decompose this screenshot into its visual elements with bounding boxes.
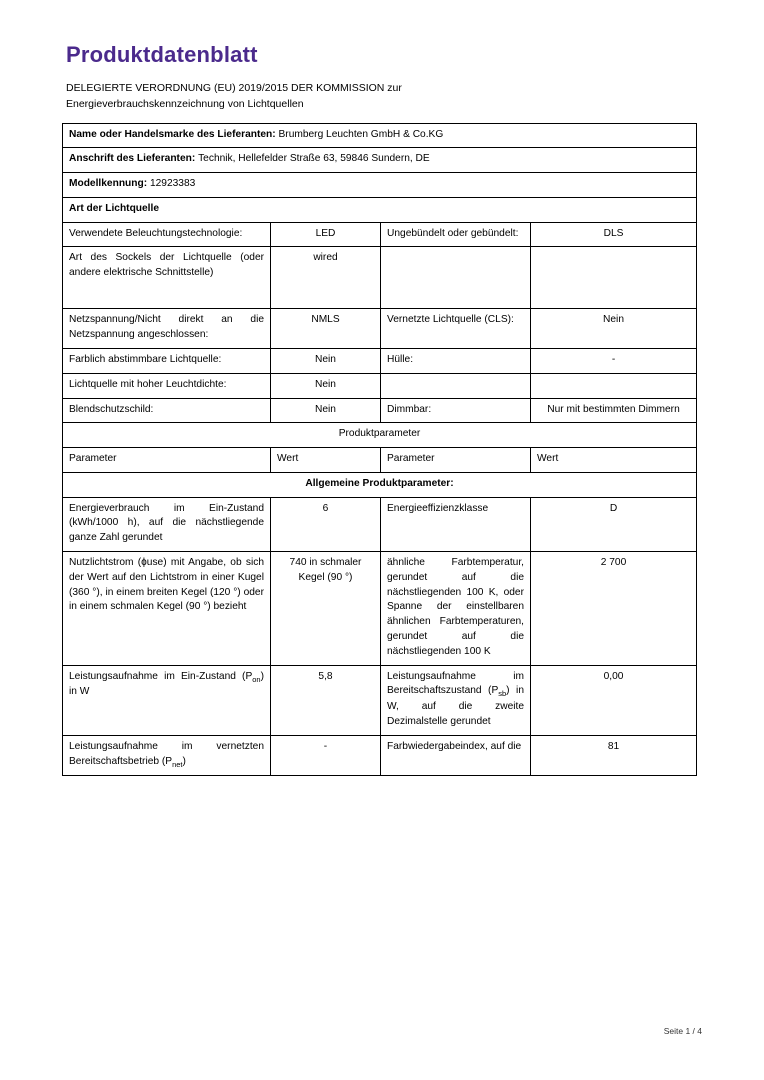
cell-value: 6 <box>271 497 381 551</box>
cell-label: ähnliche Farbtemperatur, gerundet auf die nächstliegenden 100 K, oder Spanne der einstellbaren ähnlichen Farbtemperaturen, gerundet auf die nächstliegenden 100 K <box>381 552 531 665</box>
cell-label: Ungebündelt oder gebündelt: <box>381 222 531 247</box>
cell-value: - <box>271 735 381 776</box>
cell-label <box>381 373 531 398</box>
model-cell <box>63 173 697 198</box>
cell-value: Nein <box>271 373 381 398</box>
supplier-name-cell <box>63 123 697 148</box>
page-footer: Seite 1 / 4 <box>663 1026 702 1036</box>
subtitle-line-1: DELEGIERTE VERORDNUNG (EU) 2019/2015 DER KOMMISSION zur <box>66 82 402 94</box>
table-row-supplier-name <box>63 123 697 148</box>
cell-value <box>531 373 697 398</box>
cell-value: Nur mit bestimmten Dimmern <box>531 398 697 423</box>
supplier-address-value: Technik, Hellefelder Straße 63, 59846 Sundern, DE <box>198 153 430 165</box>
cell-value: 2 700 <box>531 552 697 665</box>
table-row-section-product-parameters <box>63 423 697 448</box>
cell-value: Nein <box>531 309 697 349</box>
section-product-parameters: Produktparameter <box>63 423 697 448</box>
cell-label: Dimmbar: <box>381 398 531 423</box>
table-row <box>63 398 697 423</box>
model-value: 12923383 <box>149 178 196 190</box>
table-row-model <box>63 173 697 198</box>
subscript-on: on <box>252 674 261 684</box>
cell-label: Vernetzte Lichtquelle (CLS): <box>381 309 531 349</box>
cell-value: NMLS <box>271 309 381 349</box>
section-light-source-type: Art der Lichtquelle <box>63 197 697 222</box>
regulation-subtitle <box>66 80 702 113</box>
cell-label: Leistungsaufnahme im vernetzten Bereitschaftsbetrieb $(P_{net})$ <box>63 735 271 776</box>
supplier-address-cell <box>63 148 697 173</box>
cell-label: Blendschutzschild: <box>63 398 271 423</box>
table-row <box>63 247 697 309</box>
cell-value: Nein <box>271 398 381 423</box>
model-label: Modellkennung: <box>69 178 148 190</box>
subscript-sb: sb <box>498 689 507 699</box>
supplier-name-value: Brumberg Leuchten GmbH & Co.KG <box>278 128 444 140</box>
cell-label: Art des Sockels der Lichtquelle (oder andere elektrische Schnittstelle) <box>63 247 271 309</box>
table-row <box>63 552 697 665</box>
cell-value <box>531 247 697 309</box>
cell-label: Verwendete Beleuchtungstechnologie: <box>63 222 271 247</box>
subscript-net: net <box>172 759 183 769</box>
cell-label: Nutzlichtstrom (ɸuse) mit Angabe, ob sich der Wert auf den Lichtstrom in einer Kugel (360 °), in einem breiten Kegel (120 °) oder in einem schmalen Kegel (90 °) bezieht <box>63 552 271 665</box>
cell-label: Farbwiedergabeindex, auf die <box>381 735 531 776</box>
cell-label: Leistungsaufnahme im Ein-Zustand $(P_{on})$ in W <box>63 665 271 735</box>
cell-value: - <box>531 349 697 374</box>
cell-label: Energieverbrauch im Ein-Zustand (kWh/1000 h), auf die nächstliegende ganze Zahl gerundet <box>63 497 271 551</box>
table-row-param-header <box>63 448 697 473</box>
table-row <box>63 665 697 735</box>
param-header-parameter-1: Parameter <box>63 448 271 473</box>
cell-value: 5,8 <box>271 665 381 735</box>
cell-label: Hülle: <box>381 349 531 374</box>
cell-value: 740 in schmaler Kegel (90 °) <box>271 552 381 665</box>
supplier-name-label: Name oder Handelsmarke des Lieferanten: <box>69 128 276 140</box>
param-header-parameter-2: Parameter <box>381 448 531 473</box>
cell-label <box>381 247 531 309</box>
table-row-section-light-source <box>63 197 697 222</box>
cell-value: D <box>531 497 697 551</box>
table-row <box>63 349 697 374</box>
supplier-address-label: Anschrift des Lieferanten: <box>69 153 196 165</box>
table-row-section-general-parameters <box>63 472 697 497</box>
subtitle-line-2: Energieverbrauchskennzeichnung von Lichtquellen <box>66 98 304 111</box>
cell-label: Netzspannung/Nicht direkt an die Netzspannung angeschlossen: <box>63 309 271 349</box>
cell-value: 81 <box>531 735 697 776</box>
table-row <box>63 222 697 247</box>
cell-value: 0,00 <box>531 665 697 735</box>
cell-label: Leistungsaufnahme im Bereitschaftszustand $(P_{sb})$ in W, auf die zweite Dezimalstelle gerundet <box>381 665 531 735</box>
table-row <box>63 497 697 551</box>
page-title: Produktdatenblatt <box>66 42 258 67</box>
cell-label: Energieeffizienzklasse <box>381 497 531 551</box>
cell-value: wired <box>271 247 381 309</box>
cell-value: Nein <box>271 349 381 374</box>
table-row <box>63 373 697 398</box>
cell-label: Farblich abstimmbare Lichtquelle: <box>63 349 271 374</box>
cell-value: LED <box>271 222 381 247</box>
section-general-parameters: Allgemeine Produktparameter: <box>63 472 697 497</box>
table-row <box>63 309 697 349</box>
cell-label: Lichtquelle mit hoher Leuchtdichte: <box>63 373 271 398</box>
cell-value: DLS <box>531 222 697 247</box>
param-header-value-1: Wert <box>271 448 381 473</box>
product-datasheet-table <box>62 123 697 777</box>
table-row <box>63 735 697 776</box>
table-row-supplier-address <box>63 148 697 173</box>
param-header-value-2: Wert <box>531 448 697 473</box>
